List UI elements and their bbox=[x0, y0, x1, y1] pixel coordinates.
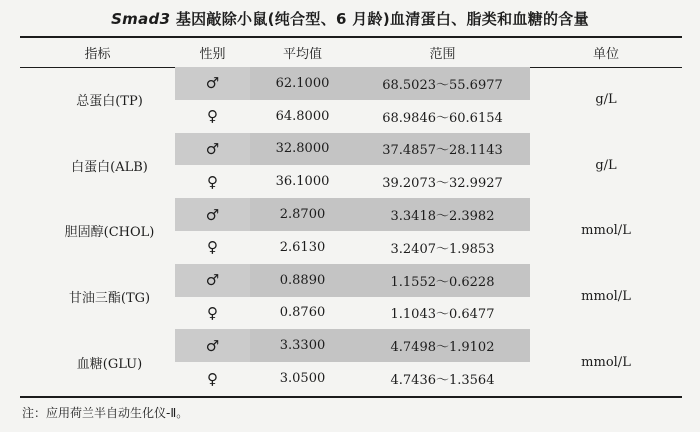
female-symbol: ♀ bbox=[207, 369, 218, 388]
table-row bbox=[20, 264, 682, 297]
header-range: 范围 bbox=[429, 47, 456, 62]
mean-cell: 64.8000 bbox=[275, 108, 330, 124]
range-cell: 68.9846～60.6154 bbox=[382, 110, 503, 126]
mean-cell: 36.1000 bbox=[275, 174, 330, 190]
range-cell: 3.3418～2.3982 bbox=[355, 198, 530, 231]
header-unit: 单位 bbox=[592, 47, 619, 62]
range-cell: 37.4857～28.1143 bbox=[355, 133, 530, 166]
mean-cell: 2.8700 bbox=[250, 198, 355, 231]
mean-cell: 0.8890 bbox=[250, 264, 355, 297]
unit-cell: mmol/L bbox=[581, 354, 631, 370]
title-text: 基因敲除小鼠(纯合型、6 月龄)血清蛋白、脂类和血糖的含量 bbox=[170, 10, 589, 28]
female-symbol: ♀ bbox=[207, 303, 218, 322]
male-symbol: ♂ bbox=[175, 264, 250, 297]
header-row bbox=[20, 38, 682, 67]
range-cell: 3.2407～1.9853 bbox=[390, 241, 495, 257]
female-symbol: ♀ bbox=[207, 107, 218, 126]
table-row bbox=[20, 329, 682, 362]
male-symbol: ♂ bbox=[175, 133, 250, 166]
range-cell: 4.7436～1.3564 bbox=[390, 373, 495, 389]
indicator-cell: 总蛋白(TP) bbox=[76, 94, 143, 110]
mean-cell: 62.1000 bbox=[250, 67, 355, 100]
mean-cell: 2.6130 bbox=[279, 239, 326, 255]
range-cell: 68.5023～55.6977 bbox=[355, 67, 530, 100]
male-symbol: ♂ bbox=[175, 329, 250, 362]
unit-cell: g/L bbox=[595, 157, 617, 173]
indicator-cell: 血糖(GLU) bbox=[76, 356, 143, 372]
header-indicator: 指标 bbox=[84, 47, 111, 62]
male-symbol: ♂ bbox=[175, 67, 250, 100]
female-symbol: ♀ bbox=[207, 238, 218, 257]
table-row bbox=[20, 133, 682, 166]
mean-cell: 3.3300 bbox=[250, 329, 355, 362]
unit-cell: mmol/L bbox=[581, 289, 631, 305]
table-note: 注：应用荷兰半自动生化仪-Ⅱ。 bbox=[22, 406, 189, 420]
table-row bbox=[20, 198, 682, 231]
mean-cell: 32.8000 bbox=[250, 133, 355, 166]
indicator-cell: 甘油三酯(TG) bbox=[68, 291, 151, 307]
range-cell: 4.7498～1.9102 bbox=[355, 329, 530, 362]
range-cell: 39.2073～32.9927 bbox=[382, 176, 503, 192]
bottom-rule bbox=[20, 396, 682, 398]
male-symbol: ♂ bbox=[175, 198, 250, 231]
indicator-cell: 白蛋白(ALB) bbox=[71, 159, 148, 175]
mean-cell: 0.8760 bbox=[279, 305, 326, 321]
unit-cell: g/L bbox=[595, 92, 617, 108]
data-table bbox=[20, 38, 682, 395]
table-title bbox=[0, 8, 700, 29]
indicator-cell: 胆固醇(CHOL) bbox=[64, 225, 155, 241]
female-symbol: ♀ bbox=[207, 172, 218, 191]
mean-cell: 3.0500 bbox=[279, 371, 326, 387]
unit-cell: mmol/L bbox=[581, 223, 631, 239]
range-cell: 1.1043～0.6477 bbox=[390, 307, 495, 323]
gene-name: Smad3 bbox=[111, 10, 171, 28]
range-cell: 1.1552～0.6228 bbox=[355, 264, 530, 297]
header-sex: 性别 bbox=[199, 47, 226, 62]
header-mean: 平均值 bbox=[282, 47, 322, 62]
table-row bbox=[20, 67, 682, 100]
